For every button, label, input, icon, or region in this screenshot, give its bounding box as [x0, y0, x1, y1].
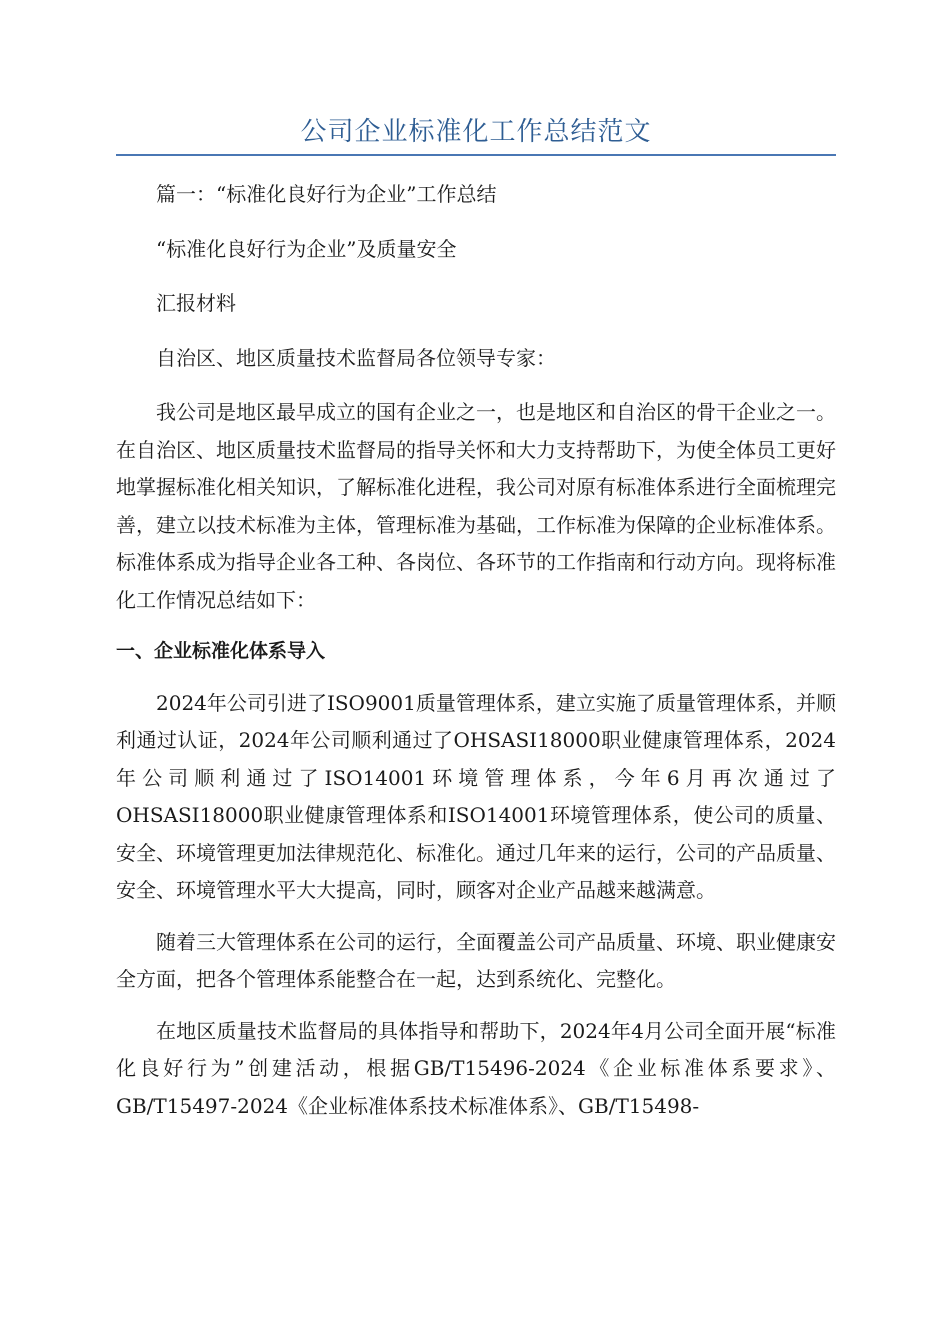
paragraph-system-integration: 随着三大管理体系在公司的运行，全面覆盖公司产品质量、环境、职业健康安全方面，把各个管理体系能整合在一起，达到系统化、完整化。	[116, 929, 836, 991]
document-body	[116, 170, 836, 1125]
intro-line-heading: 篇一：“标准化良好行为企业”工作总结	[156, 182, 497, 206]
paragraph-company-overview: 我公司是地区最早成立的国有企业之一，也是地区和自治区的骨干企业之一。在自治区、地区质量技术监督局的指导关怀和大力支持帮助下，为使全体员工更好地掌握标准化相关知识，了解标准化进程，我公司对原有标准体系进行全面梳理完善，建立以技术标准为主体，管理标准为基础，工作标准为保障的企业标准体系。标准体系成为指导企业各工种、各岗位、各环节的工作指南和行动方向。现将标准化工作情况总结如下：	[116, 400, 836, 612]
paragraph-system-introduction: 2024年公司引进了ISO9001质量管理体系，建立实施了质量管理体系，并顺利通过认证，2024年公司顺利通过了OHSASI18000职业健康管理体系，2024年公司顺利通过了ISO14001环境管理体系，今年6月再次通过了OHSASI18000职业健康管理体系和ISO14001环境管理体系，使公司的质量、安全、环境管理更加法律规范化、标准化。通过几年来的运行，公司的产品质量、安全、环境管理水平大大提高，同时，顾客对企业产品越来越满意。	[116, 690, 836, 902]
document-title: 公司企业标准化工作总结范文	[300, 117, 652, 147]
salutation: 自治区、地区质量技术监督局各位领导专家：	[156, 345, 556, 370]
title-underline	[116, 154, 836, 156]
section-heading-1: 一、企业标准化体系导入	[116, 640, 326, 662]
paragraph-standardization-activity: 在地区质量技术监督局的具体指导和帮助下，2024年4月公司全面开展“标准化良好行为”创建活动，根据GB/T15496-2024《企业标准体系要求》、GB/T15497-2024《企业标准体系技术标准体系》、GB/T15498-	[116, 1018, 836, 1118]
intro-line-report: 汇报材料	[156, 291, 236, 315]
intro-line-subject: “标准化良好行为企业”及质量安全	[156, 236, 457, 261]
